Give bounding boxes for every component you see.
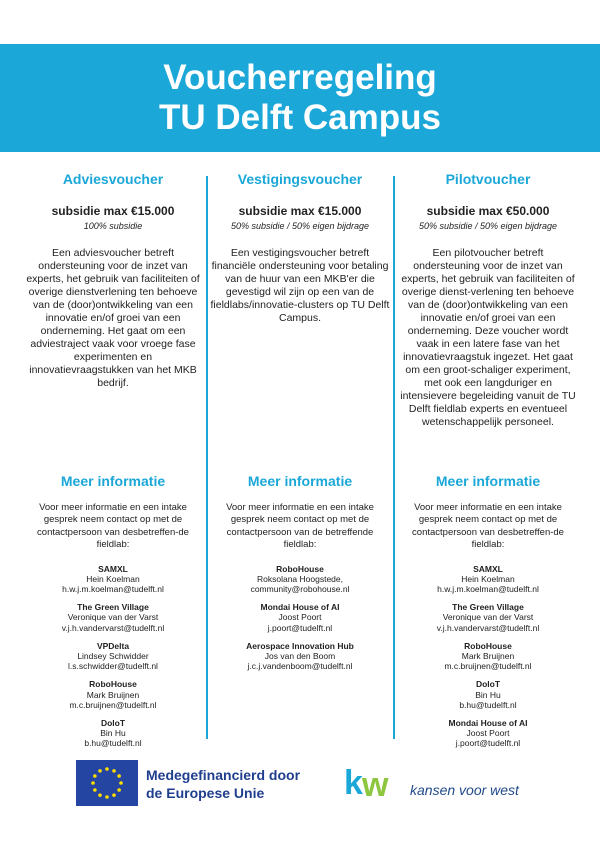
voucher-heading: Adviesvoucher — [62, 171, 164, 187]
contact-person: Bin Hu — [475, 689, 501, 700]
more-info-heading: Meer informatie — [60, 473, 166, 489]
eu-star — [93, 788, 97, 792]
eu-star — [91, 781, 95, 785]
eu-cofunding-text — [146, 766, 300, 802]
fieldlab-name: SAMXL — [473, 563, 503, 574]
eu-line-1: Medegefinancierd door — [146, 767, 301, 783]
column-divider — [206, 176, 208, 739]
contact-block — [398, 641, 578, 672]
contact-email[interactable]: m.c.bruijnen@tudelft.nl — [444, 661, 532, 672]
contact-block — [210, 602, 390, 633]
eu-flag-icon — [76, 760, 138, 806]
more-info-section — [398, 472, 578, 757]
contact-block — [398, 718, 578, 749]
column-divider — [393, 176, 395, 739]
kw-logo-icon — [344, 764, 408, 804]
eu-star — [117, 788, 121, 792]
more-info-section — [23, 472, 203, 757]
contact-email[interactable]: v.j.h.vandervarst@tudelft.nl — [436, 622, 540, 633]
eu-star — [119, 781, 123, 785]
fieldlab-name: SAMXL — [98, 563, 128, 574]
contact-person: Jos van den Boom — [264, 651, 336, 662]
more-info-heading: Meer informatie — [435, 473, 541, 489]
contact-email[interactable]: j.c.j.vandenboom@tudelft.nl — [247, 661, 353, 672]
contact-block — [23, 641, 203, 672]
contact-block — [210, 564, 390, 595]
fieldlab-name: RoboHouse — [276, 563, 324, 574]
contact-person: Bin Hu — [100, 728, 126, 739]
fieldlab-name: DoloT — [475, 679, 501, 690]
eu-star — [117, 774, 121, 778]
fieldlab-name: RoboHouse — [89, 679, 137, 690]
contact-person: Veronique van der Varst — [442, 612, 534, 623]
contact-email[interactable]: j.poort@tudelft.nl — [267, 622, 333, 633]
contact-person: Hein Koelman — [461, 573, 515, 584]
fieldlab-name: VPDelta — [96, 640, 130, 651]
title-banner — [0, 44, 600, 152]
fieldlab-name: DoloT — [100, 718, 126, 729]
eu-star — [112, 793, 116, 797]
subsidy-note: 50% subsidie / 50% eigen bijdrage — [230, 221, 370, 231]
more-info-heading: Meer informatie — [247, 473, 353, 489]
eu-star — [105, 767, 109, 771]
more-info-section — [210, 472, 390, 679]
eu-line-2: de Europese Unie — [146, 785, 265, 801]
fieldlab-name: The Green Village — [77, 602, 149, 613]
contact-block — [23, 602, 203, 633]
fieldlab-name: Mondai House of AI — [448, 718, 528, 729]
contact-email[interactable]: m.c.bruijnen@tudelft.nl — [69, 699, 157, 710]
contact-person: Mark Bruijnen — [461, 651, 515, 662]
contact-person: Hein Koelman — [86, 573, 140, 584]
more-info-text: Voor meer informatie en een intake gesprek neem contact op met de contactpersoon van desbetreffen-de fieldlab: — [37, 502, 189, 551]
subsidy-note: 50% subsidie / 50% eigen bijdrage — [418, 221, 558, 231]
more-info-text: Voor meer informatie en een intake gesprek neem contact op met de contactpersoon van desbetreffen-de fieldlab: — [412, 502, 564, 551]
voucher-column-pilot — [398, 170, 578, 429]
contact-email[interactable]: v.j.h.vandervarst@tudelft.nl — [61, 622, 165, 633]
voucher-heading: Vestigingsvoucher — [237, 171, 363, 187]
contact-email[interactable]: b.hu@tudelft.nl — [84, 738, 142, 749]
eu-star — [105, 795, 109, 799]
voucher-column-advies — [23, 170, 203, 390]
svg-text:w: w — [362, 766, 389, 804]
subsidy-max: subsidie max €15.000 — [51, 204, 175, 218]
contact-block — [398, 564, 578, 595]
fieldlab-name: Mondai House of AI — [260, 602, 340, 613]
voucher-description: Een vestigingsvoucher betreft financiële ondersteuning voor betaling van de huur van een MKB'er die gevestigd wil zijn op een van de fieldlabs/innovatie-clusters op TU Delft Campus. — [210, 247, 390, 324]
contact-email[interactable]: j.poort@tudelft.nl — [455, 738, 521, 749]
contact-block — [210, 641, 390, 672]
contact-person: Joost Poort — [278, 612, 322, 623]
eu-star — [112, 769, 116, 773]
contact-person: Roksolana Hoogstede, — [256, 573, 343, 584]
eu-cofunding-logo — [76, 760, 336, 806]
contact-email[interactable]: l.s.schwidder@tudelft.nl — [68, 661, 158, 672]
contact-person: Veronique van der Varst — [67, 612, 159, 623]
contact-block — [23, 718, 203, 749]
voucher-description: Een pilotvoucher betreft ondersteuning voor de inzet van experts, het gebruik van faciliteiten of overige dienst-verlening ten behoeve van de (door)ontwikkeling van een innovatie en/of groei van een onderneming. Deze voucher wordt vaak in een latere fase van het innovatievraagstuk ingezet. Het gaat om een groot-schaliger experiment, met ook een langduriger en intensievere begeleiding vanuit de TU Delft fieldlab experts en eventueel wetenschappelijk personeel. — [400, 247, 576, 428]
eu-star — [98, 769, 102, 773]
subsidy-max: subsidie max €15.000 — [238, 204, 362, 218]
voucher-heading: Pilotvoucher — [445, 171, 531, 187]
page-title-line2: TU Delft Campus — [159, 98, 441, 137]
contact-email[interactable]: b.hu@tudelft.nl — [459, 699, 517, 710]
voucher-column-vestiging — [210, 170, 390, 325]
kw-tagline: kansen voor west — [410, 782, 519, 798]
subsidy-note: 100% subsidie — [83, 221, 143, 231]
fieldlab-name: The Green Village — [452, 602, 524, 613]
contact-block — [398, 602, 578, 633]
contact-person: Joost Poort — [466, 728, 510, 739]
eu-star — [93, 774, 97, 778]
contact-person: Lindsey Schwidder — [77, 651, 149, 662]
voucher-description: Een adviesvoucher betreft ondersteuning voor de inzet van experts, het gebruik van faciliteiten of overige dienstverlening ten behoeve van de (door)ontwikkeling van een innovatie en/of groei van een onderneming. Het gaat om een adviestraject vaak voor vroege fase experimenten en innovatievraagstukken van het MKB bedrijf. — [26, 247, 200, 389]
contact-block — [23, 679, 203, 710]
subsidy-max: subsidie max €50.000 — [426, 204, 550, 218]
contact-email[interactable]: h.w.j.m.koelman@tudelft.nl — [437, 584, 539, 595]
fieldlab-name: RoboHouse — [464, 640, 512, 651]
contact-email[interactable]: community@robohouse.nl — [250, 584, 350, 595]
contact-person: Mark Bruijnen — [86, 689, 140, 700]
contact-email[interactable]: h.w.j.m.koelman@tudelft.nl — [62, 584, 164, 595]
fieldlab-name: Aerospace Innovation Hub — [246, 640, 354, 651]
contact-block — [398, 679, 578, 710]
kansen-voor-west-logo — [344, 760, 544, 806]
more-info-text: Voor meer informatie en een intake gesprek neem contact op met de contactpersoon van de betreffende fieldlab: — [226, 502, 374, 551]
svg-text:k: k — [344, 764, 363, 802]
eu-star — [98, 793, 102, 797]
page-title-line1: Voucherregeling — [163, 58, 437, 97]
contact-block — [23, 564, 203, 595]
